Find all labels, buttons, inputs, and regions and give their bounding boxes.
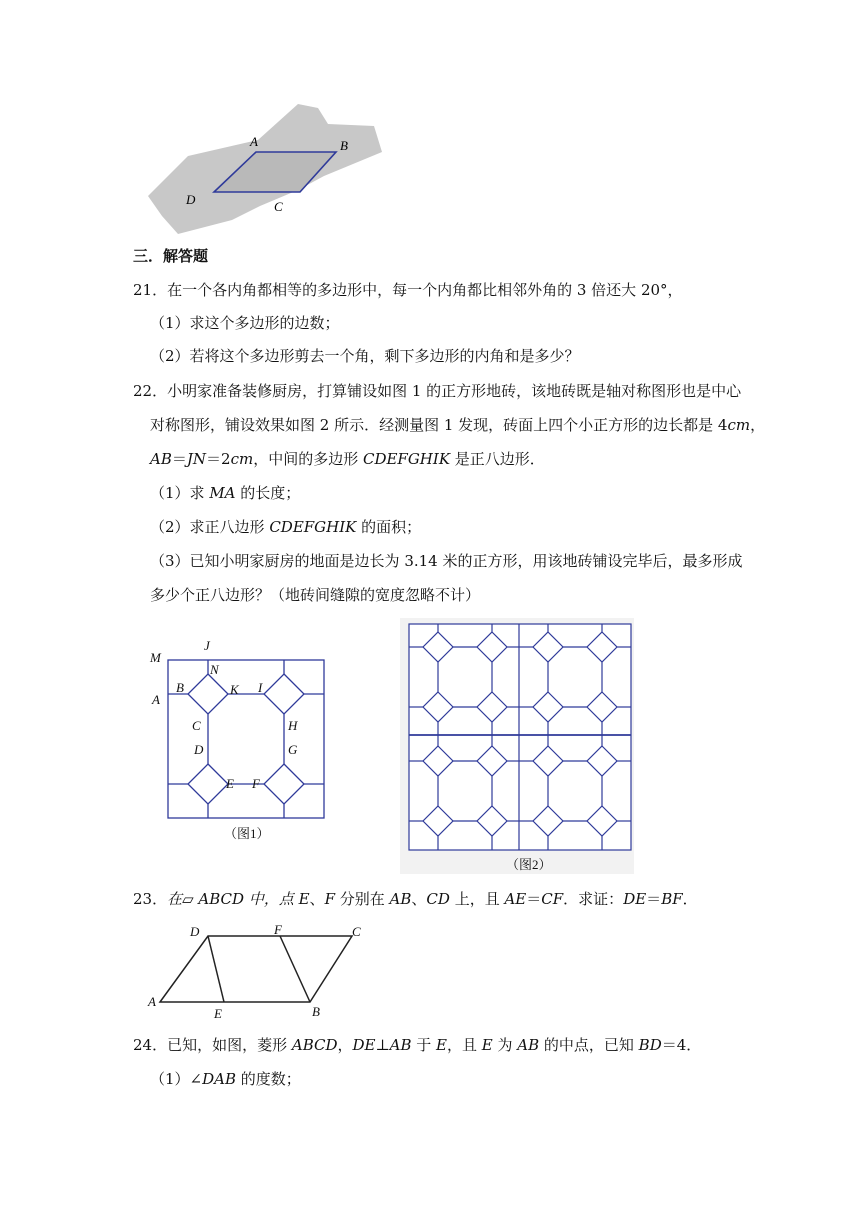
q23-fig-f: F bbox=[274, 922, 282, 937]
q22-eq1: ＝ bbox=[171, 450, 187, 468]
q24-de: DE bbox=[352, 1036, 376, 1054]
fig1-label-f: F bbox=[252, 776, 260, 791]
q23-ab: AB bbox=[389, 890, 412, 908]
q24-ab2: AB bbox=[517, 1036, 540, 1054]
q22-jn: JN bbox=[186, 450, 207, 468]
q24-i: ，且 bbox=[446, 1036, 482, 1054]
q23-ae: AE bbox=[504, 890, 527, 908]
q23-fig-b: B bbox=[312, 1004, 320, 1019]
q24-part1-dab: DAB bbox=[202, 1070, 237, 1088]
q24-ab: AB bbox=[389, 1036, 412, 1054]
q23-e: E bbox=[298, 890, 310, 908]
q22-part1-a: （1）求 bbox=[150, 484, 210, 502]
fig1-label-e: E bbox=[226, 776, 234, 791]
q23-g: 分别在 bbox=[334, 890, 390, 908]
fig1-label-a: A bbox=[152, 692, 160, 707]
q23-fig-a: A bbox=[148, 994, 156, 1009]
q22-line2-end: ， bbox=[750, 416, 766, 434]
q24-e2: E bbox=[481, 1036, 493, 1054]
q23-cf: CF bbox=[541, 890, 564, 908]
q23-fig-e: E bbox=[214, 1006, 222, 1021]
q23-cd: CD bbox=[426, 890, 450, 908]
label-b: B bbox=[340, 138, 348, 153]
q22-line1-text: 小明家准备装修厨房，打算铺设如图 1 的正方形地砖，该地砖既是轴对称图形也是中心 bbox=[167, 382, 742, 400]
q22-part3-line1: （3）已知小明家厨房的地面是边长为 3.14 米的正方形，用该地砖铺设完毕后，最多形成 bbox=[150, 552, 743, 570]
q22-ab: AB bbox=[150, 450, 172, 468]
q24-part1 bbox=[150, 1069, 301, 1089]
q23-eq2: ＝ bbox=[646, 890, 662, 908]
q24-g: 于 bbox=[411, 1036, 437, 1054]
q23-c: 中，点 bbox=[244, 890, 299, 908]
q24-k: 为 bbox=[492, 1036, 518, 1054]
q22-part2-b: CDEFGHIK bbox=[269, 518, 357, 536]
q22-cm: cm bbox=[230, 450, 254, 468]
fig1-label-n: N bbox=[210, 662, 219, 677]
q24-bd: BD bbox=[638, 1036, 662, 1054]
q24-c: ， bbox=[337, 1036, 353, 1054]
q24-o: ＝4． bbox=[661, 1036, 702, 1054]
q24-e: E bbox=[436, 1036, 447, 1054]
q23-prove: ．求证： bbox=[563, 890, 624, 908]
q23-eq1: ＝ bbox=[526, 890, 542, 908]
fig1-label-h: H bbox=[288, 718, 298, 733]
q22-line2-unit: cm bbox=[727, 416, 751, 434]
q21-stem-text: 在一个各内角都相等的多边形中，每一个内角都比相邻外角的 3 倍还大 20°， bbox=[167, 281, 683, 299]
q22-part3-line2: 多少个正八边形？（地砖间缝隙的宽度忽略不计） bbox=[150, 586, 481, 604]
fig1-label-g: G bbox=[288, 742, 298, 757]
q23-fig-c: C bbox=[352, 924, 361, 939]
q21-part2: （2）若将这个多边形剪去一个角，剩下多边形的内角和是多少？ bbox=[150, 347, 580, 365]
q23-end: ． bbox=[682, 890, 698, 908]
q22-part2 bbox=[150, 517, 421, 537]
q24-text bbox=[133, 1035, 701, 1055]
q23-bf: BF bbox=[661, 890, 683, 908]
q23-a: 在▱ bbox=[167, 890, 199, 908]
fig1-label-i: I bbox=[258, 680, 263, 695]
q23-abcd: ABCD bbox=[198, 890, 245, 908]
q23-de: DE bbox=[623, 890, 647, 908]
q22-line3-end: 是正八边形． bbox=[450, 450, 545, 468]
label-d: D bbox=[186, 192, 196, 207]
q23-k: 上，且 bbox=[449, 890, 505, 908]
q22-line2 bbox=[150, 415, 765, 435]
q24-m: 的中点，已知 bbox=[539, 1036, 639, 1054]
q23-text bbox=[133, 889, 698, 909]
parallelogram-abcd-figure bbox=[146, 920, 372, 1024]
q22-part2-a: （2）求正八边形 bbox=[150, 518, 270, 536]
q22-part2-c: 的面积； bbox=[356, 518, 422, 536]
q24-part1-c: 的度数； bbox=[236, 1070, 301, 1088]
q22-number: 22． bbox=[133, 382, 168, 400]
fig1-label-k: K bbox=[230, 682, 239, 697]
tile-figure-1 bbox=[146, 636, 386, 848]
fig1-label-m: M bbox=[150, 650, 161, 665]
q22-middle: ，中间的多边形 bbox=[253, 450, 363, 468]
q24-abcd: ABCD bbox=[291, 1036, 338, 1054]
fig1-label-c: C bbox=[192, 718, 201, 733]
fig2-caption: （图2） bbox=[506, 857, 552, 872]
fig1-label-b: B bbox=[176, 680, 184, 695]
q21-number: 21． bbox=[133, 281, 168, 299]
q24-part1-a: （1）∠ bbox=[150, 1070, 203, 1088]
q24-perp: ⊥ bbox=[375, 1036, 390, 1054]
q21-part1: （1）求这个多边形的边数； bbox=[150, 314, 340, 332]
q22-line3 bbox=[150, 449, 545, 469]
parallelogram-figure bbox=[148, 100, 382, 238]
q22-line1 bbox=[133, 381, 741, 401]
q23-f: F bbox=[324, 890, 335, 908]
q22-part1-ma: MA bbox=[209, 484, 236, 502]
fig1-label-d: D bbox=[194, 742, 204, 757]
label-a: A bbox=[250, 134, 258, 149]
fig1-label-j: J bbox=[204, 638, 210, 653]
tile-figure-2 bbox=[400, 618, 634, 874]
q23-number: 23． bbox=[133, 890, 168, 908]
q24-number: 24． bbox=[133, 1036, 168, 1054]
label-c: C bbox=[274, 199, 283, 214]
q22-line2-text: 对称图形，铺设效果如图 2 所示．经测量图 1 发现，砖面上四个小正方形的边长都是 4 bbox=[150, 416, 728, 434]
q22-part1 bbox=[150, 483, 300, 503]
fig1-caption: （图1） bbox=[224, 826, 270, 841]
q23-sep1: 、 bbox=[309, 890, 325, 908]
q23-sep2: 、 bbox=[411, 890, 427, 908]
q23-fig-d: D bbox=[190, 924, 200, 939]
section-title: 三．解答题 bbox=[133, 247, 209, 265]
q22-eq2: ＝2 bbox=[206, 450, 231, 468]
q21-stem bbox=[133, 280, 683, 300]
q22-octagon-name: CDEFGHIK bbox=[362, 450, 451, 468]
q22-part1-c: 的长度； bbox=[235, 484, 301, 502]
q24-a: 已知，如图，菱形 bbox=[167, 1036, 292, 1054]
